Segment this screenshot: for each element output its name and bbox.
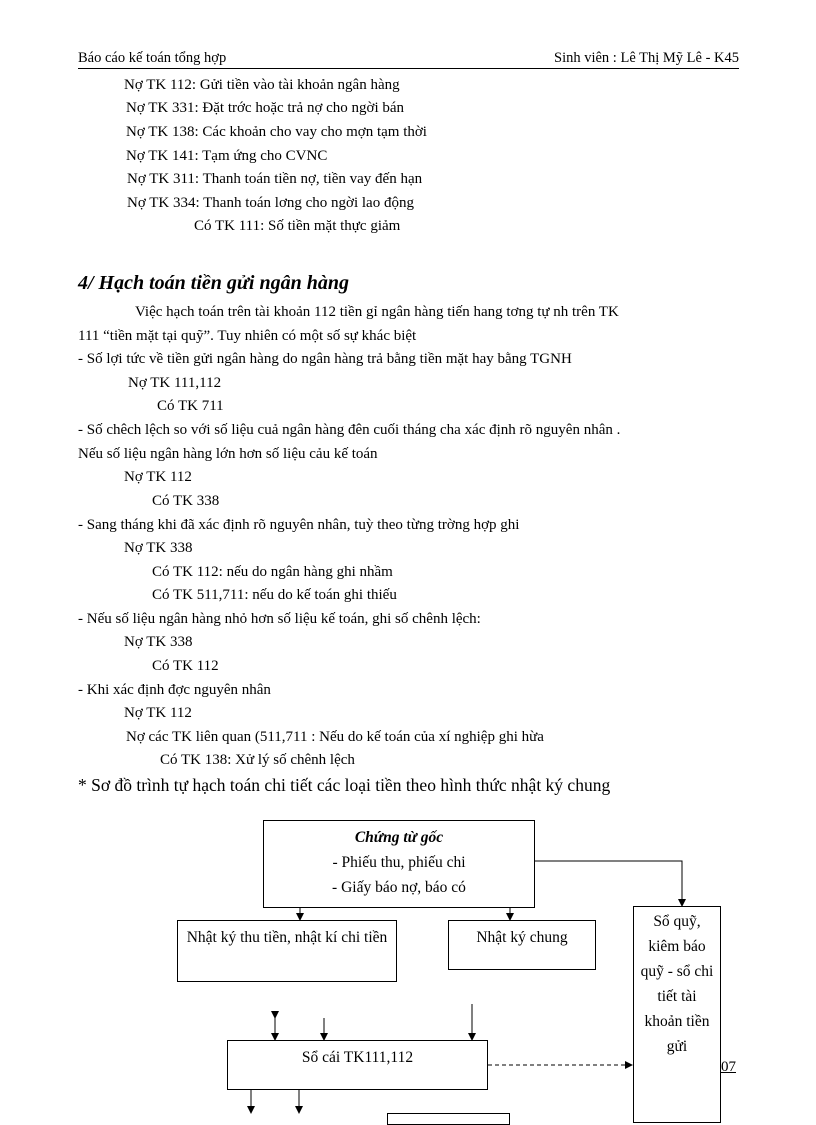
body-line: - Sang tháng khi đã xác định rõ nguyên nhân, tuỳ theo từng trờng hợp ghi bbox=[78, 517, 520, 533]
section-title: 4/ Hạch toán tiền gửi ngân hàng bbox=[78, 272, 349, 294]
body-line: Nợ các TK liên quan (511,711 : Nếu do kế toán của xí nghiệp ghi hừa bbox=[126, 729, 544, 745]
body-line: Có TK 112 bbox=[152, 658, 219, 674]
body-line: Có TK 511,711: nếu do kế toán ghi thiếu bbox=[152, 587, 397, 603]
body-line: - Khi xác định đợc nguyên nhân bbox=[78, 682, 271, 698]
body-line: Nợ TK 112 bbox=[124, 705, 192, 721]
header-right: Sinh viên : Lê Thị Mỹ Lê - K45 bbox=[554, 50, 739, 66]
source-line: - Giấy báo nợ, báo có bbox=[332, 879, 466, 896]
cash-book-box: Sổ quỹ, kiêm báo quỹ - sổ chi tiết tài khoản tiền gửi bbox=[633, 906, 721, 1123]
entry-line: Nợ TK 331: Đặt trớc hoặc trả nợ cho ngời bán bbox=[126, 100, 405, 116]
entry-line: Nợ TK 112: Gửi tiền vào tài khoản ngân hàng bbox=[124, 77, 400, 93]
general-journal-box: Nhật ký chung bbox=[448, 920, 596, 970]
cash-journal-box: Nhật ký thu tiền, nhật kí chi tiền bbox=[177, 920, 397, 982]
source-title: Chứng từ gốc bbox=[354, 829, 444, 846]
entry-line: Nợ TK 138: Các khoản cho vay cho mợn tạm thời bbox=[126, 124, 427, 140]
diagram-caption: * Sơ đồ trình tự hạch toán chi tiết các loại tiền theo hình thức nhật ký chung bbox=[78, 775, 611, 795]
body-line: Có TK 338 bbox=[152, 493, 220, 509]
body-line: Có TK 112: nếu do ngân hàng ghi nhầm bbox=[152, 564, 393, 580]
body-line: Nợ TK 338 bbox=[124, 540, 193, 556]
body-line: Nợ TK 111,112 bbox=[128, 375, 222, 391]
body-line: Việc hạch toán trên tài khoản 112 tiền gỉ ngân hàng tiến hang tơng tự nh trên TK bbox=[135, 304, 619, 320]
entry-line: Nợ TK 334: Thanh toán lơng cho ngời lao động bbox=[127, 195, 414, 211]
entry-line: Nợ TK 141: Tạm ứng cho CVNC bbox=[126, 148, 328, 164]
body-line: Nếu số liệu ngân hàng lớn hơn số liệu cảu kế toán bbox=[78, 446, 378, 462]
body-line: Có TK 138: Xử lý số chênh lệch bbox=[160, 752, 355, 768]
body-line: 111 “tiền mặt tại quỹ”. Tuy nhiên có một số sự khác biệt bbox=[78, 328, 417, 344]
body-line: Nợ TK 112 bbox=[124, 469, 192, 485]
body-line: - Số lợi tức về tiền gửi ngân hàng do ngân hàng trả bằng tiền mặt hay bằng TGNH bbox=[78, 351, 572, 367]
ledger-box: Sổ cái TK111,112 bbox=[227, 1040, 488, 1090]
next-box-partial bbox=[387, 1113, 510, 1125]
body-line: Nợ TK 338 bbox=[124, 634, 193, 650]
entry-line: Nợ TK 311: Thanh toán tiền nợ, tiền vay đến hạn bbox=[127, 171, 423, 187]
body-line: - Số chêch lệch so với số liệu cuả ngân hàng đên cuối tháng cha xác định rõ nguyên nhân . bbox=[78, 422, 621, 438]
body-line: Có TK 711 bbox=[157, 398, 224, 414]
source-documents-box bbox=[263, 820, 535, 908]
header-left: Báo cáo kế toán tổng hợp bbox=[78, 50, 227, 66]
source-line: - Phiếu thu, phiếu chi bbox=[332, 854, 466, 871]
arrow-source-to-side-box bbox=[535, 861, 682, 906]
page-number: 07 bbox=[721, 1059, 736, 1075]
body-line: - Nếu số liệu ngân hàng nhỏ hơn số liệu kế toán, ghi số chênh lệch: bbox=[78, 611, 481, 627]
entry-line: Có TK 111: Số tiền mặt thực giảm bbox=[194, 218, 401, 234]
